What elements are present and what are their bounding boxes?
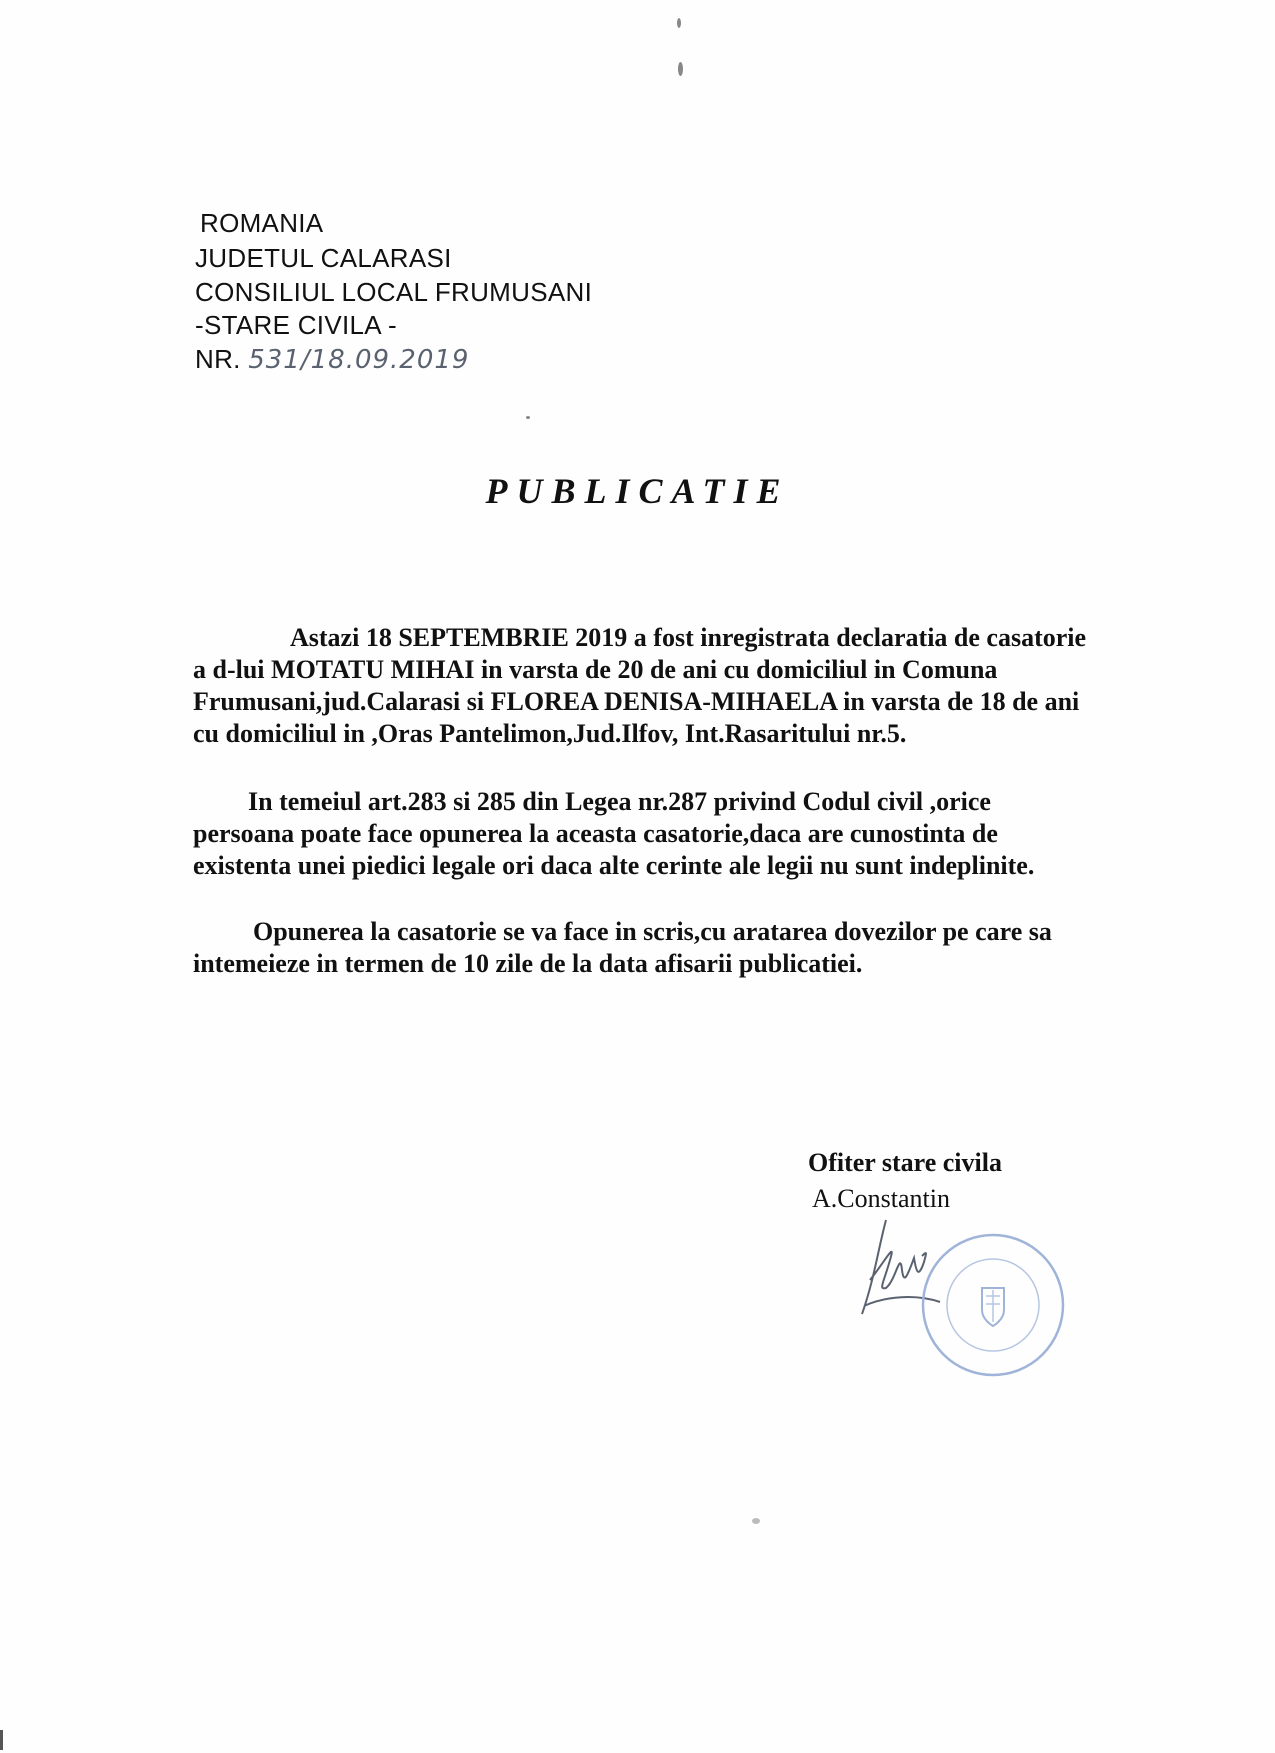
- header-council: CONSILIUL LOCAL FRUMUSANI: [195, 277, 593, 307]
- signature-role: Ofiter stare civila: [808, 1148, 1002, 1177]
- header-department: -STARE CIVILA -: [195, 310, 397, 340]
- nr-handwritten-value: 531/18.09.2019: [248, 345, 470, 375]
- scan-edge-mark: [0, 1730, 3, 1750]
- official-stamp: [918, 1230, 1068, 1380]
- paragraph-2-text: In temeiul art.283 si 285 din Legea nr.287 privind Codul civil ,orice persoana poate face opunerea la aceasta casatorie,daca are cunostinta de existenta unei piedici legale ori daca alte cerinte ale legii nu sunt indeplinite.: [193, 787, 1035, 880]
- paragraph-3-text: Opunerea la casatorie se va face in scris,cu aratarea dovezilor pe care sa intemeieze in termen de 10 zile de la data afisarii publicatiei.: [193, 917, 1052, 978]
- scan-speck: [526, 416, 530, 419]
- header-country: ROMANIA: [200, 208, 324, 238]
- scan-speck: [678, 62, 683, 76]
- paragraph-1-text: Astazi 18 SEPTEMBRIE 2019 a fost inregistrata declaratia de casatorie a d-lui MOTATU MIHAI in varsta de 20 de ani cu domiciliul in Comuna Frumusani,jud.Calarasi si FLOREA DENISA-MIHAELA in varsta de 18 de ani cu domiciliul in ,Oras Pantelimon,Jud.Ilfov, Int.Rasaritului nr.5.: [193, 623, 1087, 748]
- document-title: PUBLICATIE: [485, 471, 790, 511]
- nr-label: NR.: [195, 344, 241, 374]
- scan-speck: [752, 1518, 760, 1524]
- header-county: JUDETUL CALARASI: [195, 243, 452, 273]
- scan-speck: [677, 18, 681, 28]
- paragraph-opposition: [193, 916, 1093, 980]
- paragraph-declaration: [193, 622, 1093, 750]
- header-registration-number: [195, 346, 469, 373]
- paragraph-legal-basis: [193, 786, 1093, 882]
- signature-name: A.Constantin: [812, 1184, 950, 1213]
